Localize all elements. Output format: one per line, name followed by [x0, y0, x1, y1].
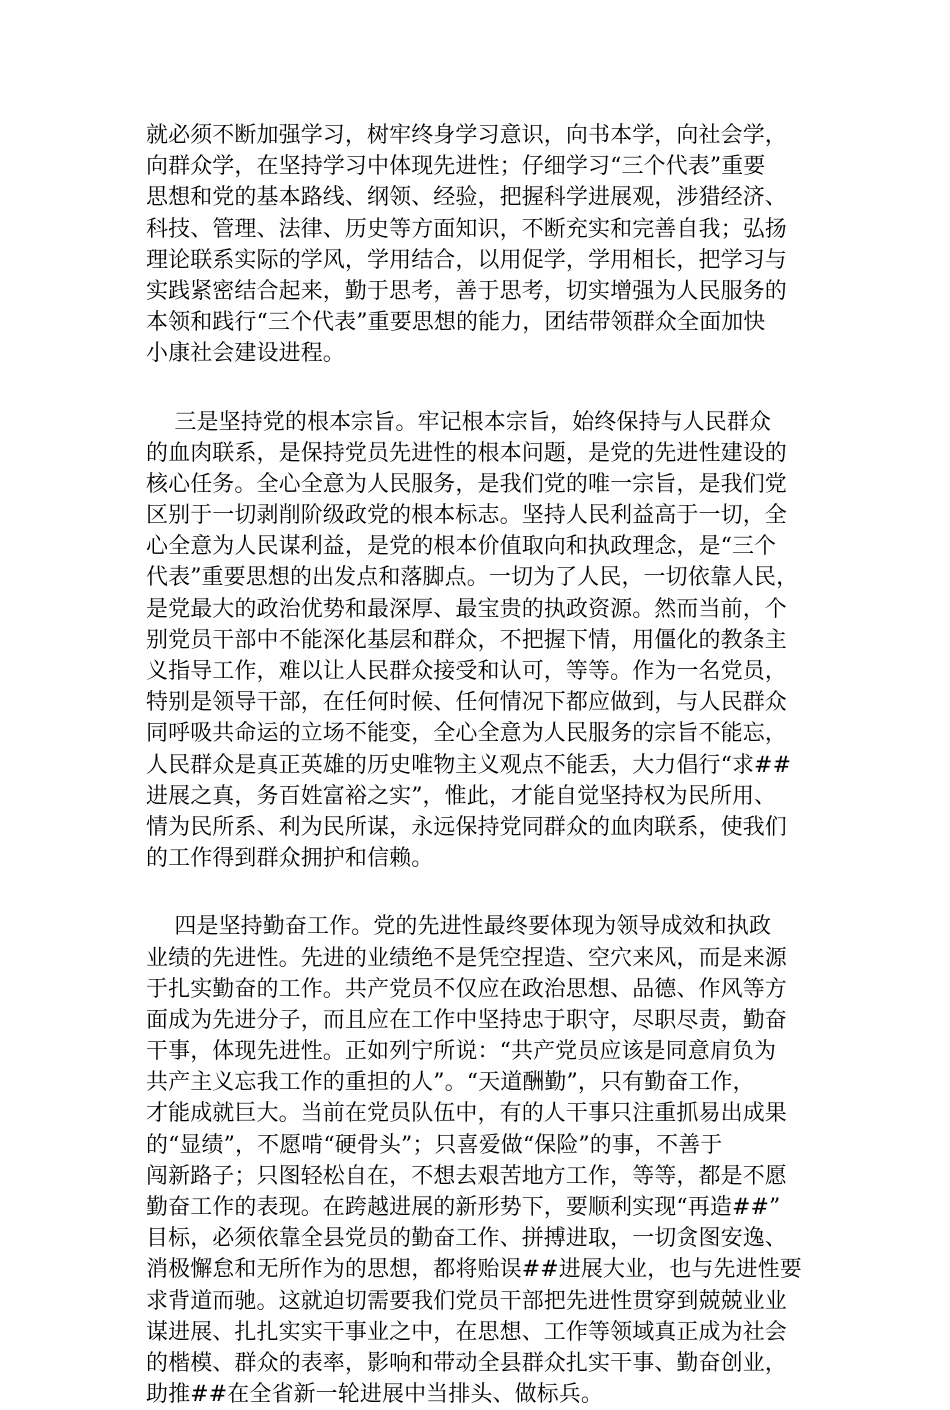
text-line: 情为民所系、利为民所谋，永远保持党同群众的血肉联系，使我们	[146, 814, 787, 840]
text-line: 特别是领导干部，在任何时候、任何情况下都应做到，与人民群众	[146, 690, 787, 716]
document-body	[146, 120, 810, 1410]
text-line: 理论联系实际的学风，学用结合，以用促学，学用相长，把学习与	[146, 247, 787, 273]
text-line: 科技、管理、法律、历史等方面知识，不断充实和完善自我；弘扬	[146, 216, 787, 242]
text-line: 思想和党的基本路线、纲领、经验，把握科学进展观，涉猎经济、	[146, 185, 787, 211]
text-line: 心全意为人民谋利益，是党的根本价值取向和执政理念，是“三个	[146, 534, 777, 560]
text-line: 的楷模、群众的表率，影响和带动全县群众扎实干事、勤奋创业，	[146, 1350, 787, 1376]
text-line: 人民群众是真正英雄的历史唯物主义观点不能丢，大力倡行“求##	[146, 752, 792, 778]
text-line: 区别于一切剥削阶级政党的根本标志。坚持人民利益高于一切，全	[146, 503, 787, 529]
text-line: 就必须不断加强学习，树牢终身学习意识，向书本学，向社会学，	[146, 123, 787, 148]
text-line: 实践紧密结合起来，勤于思考，善于思考，切实增强为人民服务的	[146, 278, 787, 304]
text-line: 于扎实勤奋的工作。共产党员不仅应在政治思想、品德、作风等方	[146, 976, 787, 1002]
text-line: 才能成就巨大。当前在党员队伍中，有的人干事只注重抓易出成果	[146, 1101, 787, 1127]
text-line: 的“显绩”，不愿啃“硬骨头”；只喜爱做“保险”的事，不善于	[146, 1132, 723, 1158]
paragraph-1	[146, 120, 810, 370]
text-line: 本领和践行“三个代表”重要思想的能力，团结带领群众全面加快	[146, 310, 766, 336]
text-line: 义指导工作，难以让人民群众接受和认可，等等。作为一名党员，	[146, 659, 787, 684]
text-line: 面成为先进分子，而且应在工作中坚持忠于职守，尽职尽责，勤奋	[146, 1007, 787, 1033]
text-line: 是党最大的政治优势和最深厚、最宝贵的执政资源。然而当前，个	[146, 596, 787, 622]
text-line: 的工作得到群众拥护和信赖。	[146, 846, 434, 872]
text-line: 三是坚持党的根本宗旨。牢记根本宗旨，始终保持与人民群众	[146, 409, 772, 435]
text-line: 消极懈怠和无所作为的思想，都将贻误##进展大业，也与先进性要	[146, 1257, 802, 1283]
text-line: 求背道而驰。这就迫切需要我们党员干部把先进性贯穿到兢兢业业	[146, 1288, 787, 1314]
text-line: 四是坚持勤奋工作。党的先进性最终要体现为领导成效和执政	[146, 914, 772, 940]
text-line: 勤奋工作的表现。在跨越进展的新形势下，要顺利实现“再造##”	[146, 1195, 781, 1220]
text-line: 同呼吸共命运的立场不能变，全心全意为人民服务的宗旨不能忘，	[146, 721, 787, 747]
text-line: 小康社会建设进程。	[146, 341, 345, 367]
text-line: 的血肉联系，是保持党员先进性的根本问题，是党的先进性建设的	[146, 440, 787, 466]
paragraph-spacer	[146, 874, 810, 911]
text-line: 别党员干部中不能深化基层和群众，不把握下情，用僵化的教条主	[146, 627, 787, 653]
paragraph-2	[146, 407, 810, 875]
text-line: 进展之真，务百姓富裕之实”，惟此，才能自觉坚持权为民所用、	[146, 783, 777, 809]
text-line: 目标，必须依靠全县党员的勤奋工作、拼搏进取，一切贪图安逸、	[146, 1226, 787, 1252]
paragraph-3	[146, 911, 810, 1410]
paragraph-spacer	[146, 370, 810, 407]
text-line: 代表”重要思想的出发点和落脚点。一切为了人民，一切依靠人民，	[146, 565, 799, 591]
text-line: 助推##在全省新一轮进展中当排头、做标兵。	[146, 1382, 603, 1408]
text-line: 干事，体现先进性。正如列宁所说：“共产党员应该是同意肩负为	[146, 1039, 777, 1065]
text-line: 业绩的先进性。先进的业绩绝不是凭空捏造、空穴来风，而是来源	[146, 945, 787, 971]
text-line: 闯新路子；只图轻松自在，不想去艰苦地方工作，等等，都是不愿	[146, 1163, 787, 1189]
text-line: 共产主义忘我工作的重担的人”。“天道酬勤”，只有勤奋工作，	[146, 1070, 755, 1096]
text-line: 核心任务。全心全意为人民服务，是我们党的唯一宗旨，是我们党	[146, 471, 787, 497]
text-line: 谋进展、扎扎实实干事业之中，在思想、工作等领域真正成为社会	[146, 1319, 787, 1345]
text-line: 向群众学，在坚持学习中体现先进性；仔细学习“三个代表”重要	[146, 154, 766, 180]
